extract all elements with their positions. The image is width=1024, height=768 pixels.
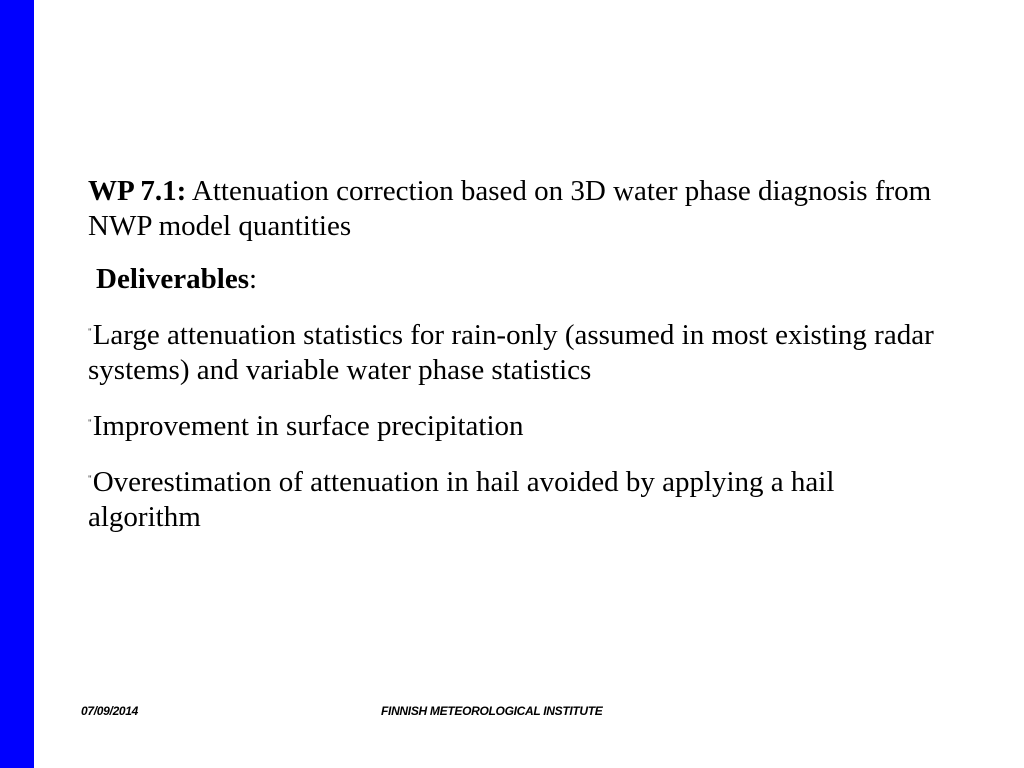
left-accent-bar [0, 0, 34, 768]
work-package-heading [88, 174, 948, 244]
list-item [88, 315, 948, 388]
work-package-label: WP 7.1: [88, 175, 187, 207]
work-package-description: Attenuation correction based on 3D water phase diagnosis from NWP model quantities [88, 175, 932, 242]
bullet-icon: " [88, 474, 92, 484]
list-item-text: Large attenuation statistics for rain-only (assumed in most existing radar systems) and variable water phase statistics [88, 319, 934, 386]
deliverables-label: Deliverables [96, 263, 250, 295]
list-item [88, 406, 948, 444]
slide-body [88, 174, 948, 553]
deliverables-heading [88, 262, 948, 297]
list-item-text: Overestimation of attenuation in hail avoided by applying a hail algorithm [88, 466, 835, 533]
list-item-text: Improvement in surface precipitation [92, 410, 524, 442]
list-item [88, 462, 948, 535]
deliverables-colon: : [249, 263, 258, 295]
footer-organization: FINNISH METEOROLOGICAL INSTITUTE [381, 704, 603, 718]
footer-date: 07/09/2014 [81, 704, 139, 718]
bullet-icon: " [88, 327, 92, 337]
bullet-icon: " [88, 418, 92, 428]
